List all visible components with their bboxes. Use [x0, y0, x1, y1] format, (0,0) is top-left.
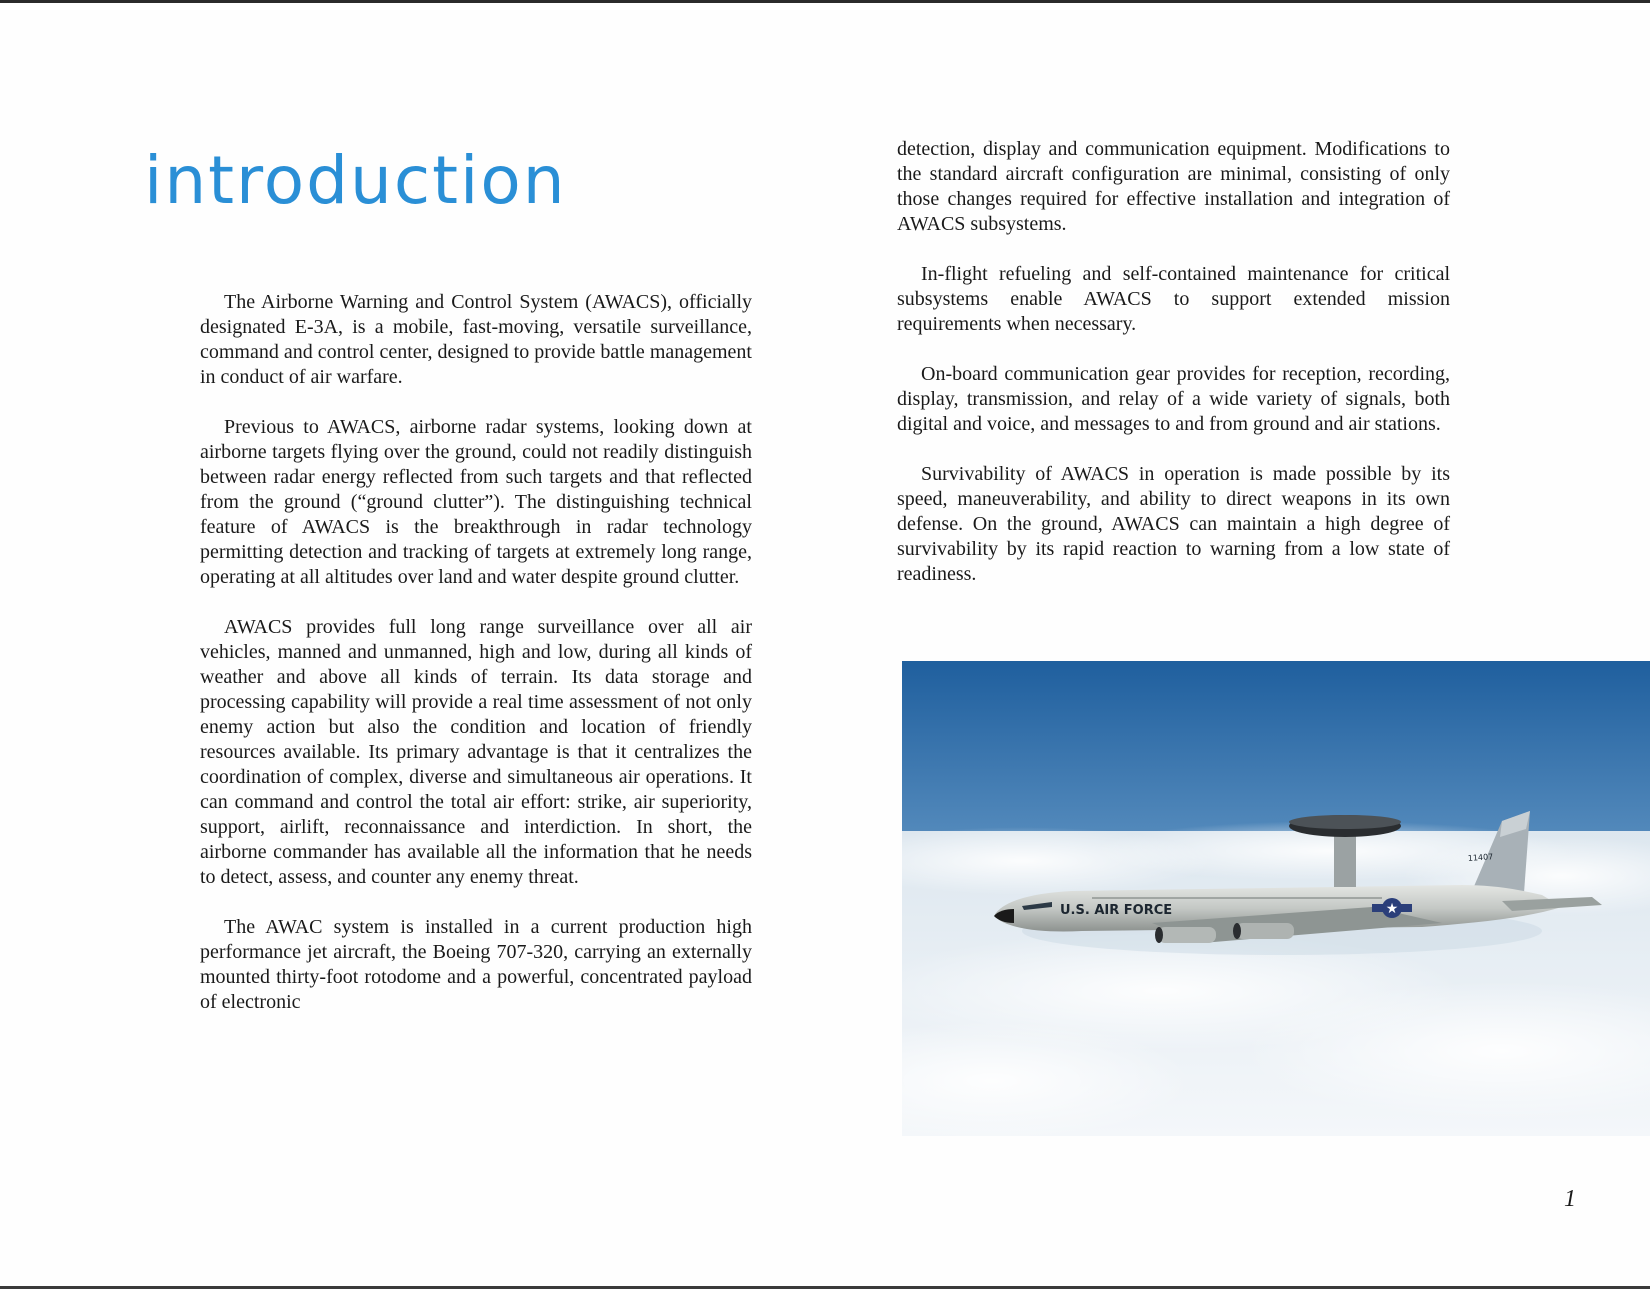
intro-paragraph-4: The AWAC system is installed in a current production high performance jet aircraft, the Boeing 707-320, carrying an externally mounted thirty-foot rotodome and a powerful, concentrated payload of electronic	[200, 916, 752, 1013]
left-text-column	[200, 290, 752, 1040]
top-edge-rule	[0, 0, 1650, 3]
survivability-paragraph: Survivability of AWACS in operation is made possible by its speed, maneuverability, and ability to direct weapons in its own defense. On the ground, AWACS can maintain a high degree of survivability by its rapid reaction to warning from a low state of readiness.	[897, 463, 1450, 585]
svg-text:★: ★	[1385, 901, 1399, 917]
continued-paragraph: detection, display and communication equipment. Modifications to the standard aircraft configuration are minimal, consisting of only those changes required for effective installation and integration of AWACS subsystems.	[897, 138, 1450, 235]
intro-paragraph-3: AWACS provides full long range surveillance over all air vehicles, manned and unmanned, high and low, during all kinds of weather and above all kinds of terrain. Its data storage and processing capability will provide a real time assessment of not only enemy action but also the condition and location of friendly resources available. Its primary advantage is that it centralizes the coordination of complex, diverse and simultaneous air operations. It can command and control the total air effort: strike, air superiority, support, airlift, reconnaissance and interdiction. In short, the airborne commander has available all the information that he needs to detect, assess, and counter any enemy threat.	[200, 616, 752, 888]
window-line	[1092, 897, 1382, 899]
awacs-aircraft-photo	[902, 661, 1650, 1136]
page-number: 1	[1564, 1186, 1576, 1212]
intro-paragraph-2: Previous to AWACS, airborne radar systems, looking down at airborne targets flying over the ground, could not readily distinguish between radar energy reflected from such targets and that reflected from the ground (“ground clutter”). The distinguishing technical feature of AWACS is the breakthrough in radar technology permitting detection and tracking of targets at extremely long range, operating at all altitudes over land and water despite ground clutter.	[200, 416, 752, 588]
refueling-paragraph: In-flight refueling and self-contained maintenance for critical subsystems enable AWACS to support extended mission requirements when necessary.	[897, 263, 1450, 335]
intro-paragraph-1: The Airborne Warning and Control System (AWACS), officially designated E-3A, is a mobile, fast-moving, versatile surveillance, command and control center, designed to provide battle management in conduct of air warfare.	[200, 291, 752, 388]
fuselage-lettering: U.S. AIR FORCE	[1060, 903, 1173, 918]
communication-paragraph: On-board communication gear provides for reception, recording, display, transmission, and relay of a wide variety of signals, both digital and voice, and messages to and from ground and air stations.	[897, 363, 1450, 435]
rotodome-strut	[1334, 831, 1356, 887]
page-title: introduction	[144, 142, 567, 219]
tail-number: 11407	[1467, 852, 1494, 863]
aircraft-photo-illustration	[902, 661, 1650, 1136]
right-text-column	[897, 137, 1450, 612]
